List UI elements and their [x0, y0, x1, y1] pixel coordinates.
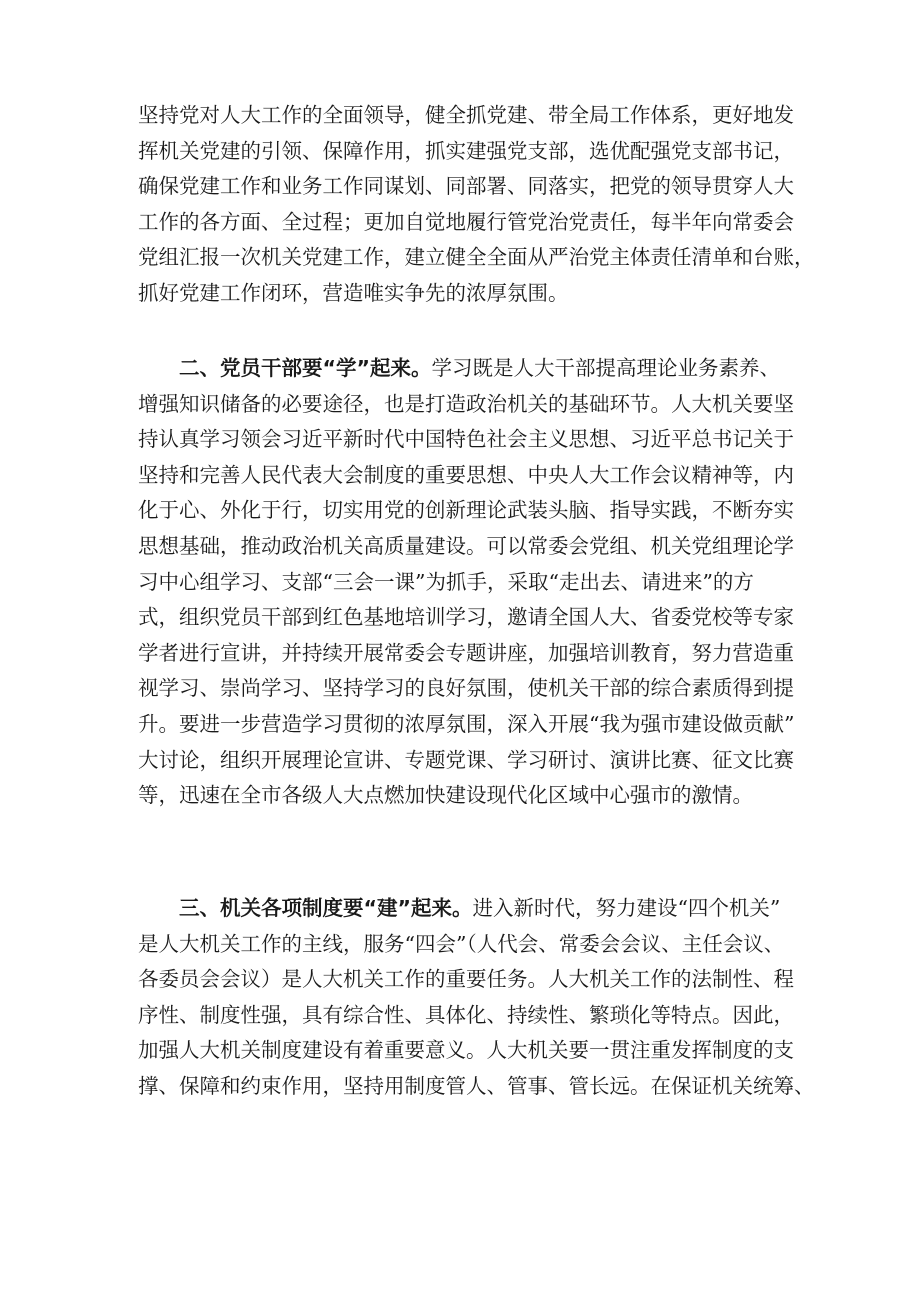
- text-line-first: [138, 891, 800, 927]
- text-line: 各委员会会议）是人大机关工作的重要任务。人大机关工作的法制性、程: [138, 967, 794, 992]
- text-segment: 进入新时代，努力建设“四个机关”: [472, 896, 781, 920]
- text-line: 思想基础，推动政治机关高质量建设。可以常委会党组、机关党组理论学: [138, 533, 794, 558]
- text-line: 加强人大机关制度建设有着重要意义。人大机关要一贯注重发挥制度的支: [138, 1038, 794, 1063]
- text-line: 党组汇报一次机关党建工作，建立健全全面从严治党主体责任清单和台账，: [138, 245, 815, 270]
- text-line: 化于心、外化于行，切实用党的创新理论武装头脑、指导实践，不断夯实: [138, 498, 794, 523]
- text-line: 坚持党对人大工作的全面领导，健全抓党建、带全局工作体系，更好地发: [138, 103, 794, 127]
- text-line: 学者进行宣讲，并持续开展常委会专题讲座，加强培训教育，努力营造重: [138, 640, 794, 665]
- section-heading: 二、党员干部要“学”起来。: [179, 356, 432, 380]
- paragraph-systems: [138, 891, 815, 1105]
- text-line: 式，组织党员干部到红色基地培训学习，邀请全国人大、省委党校等专家: [138, 605, 794, 630]
- text-line: 大讨论，组织开展理论宣讲、专题党课、学习研讨、演讲比赛、征文比赛: [138, 747, 794, 772]
- text-line: 抓好党建工作闭环，营造唯实争先的浓厚氛围。: [138, 280, 569, 305]
- text-line: 升。要进一步营造学习贯彻的浓厚氛围，深入开展“我为强市建设做贡献”: [138, 711, 795, 736]
- paragraph-text: [138, 98, 815, 312]
- text-line: 持认真学习领会习近平新时代中国特色社会主义思想、习近平总书记关于: [138, 427, 794, 452]
- text-line: 是人大机关工作的主线，服务“四会”（人代会、常委会会议、主任会议、: [138, 931, 785, 956]
- text-line: 习中心组学习、支部“三会一课”为抓手，采取“走出去、请进来”的方: [138, 569, 754, 594]
- text-line: 序性、制度性强，具有综合性、具体化、持续性、繁琐化等特点。因此，: [138, 1002, 794, 1027]
- text-line-first: [138, 351, 800, 387]
- text-line: 等，迅速在全市各级人大点燃加快建设现代化区域中心强市的激情。: [138, 783, 753, 808]
- text-line: 坚持和完善人民代表大会制度的重要思想、中央人大工作会议精神等，内: [138, 462, 794, 487]
- paragraph-text: [138, 891, 815, 1105]
- paragraph-party-leadership: [138, 98, 815, 312]
- text-line: 工作的各方面、全过程；更加自觉地履行管党治党责任，每半年向常委会: [138, 209, 794, 234]
- text-segment: 学习既是人大干部提高理论业务素养、: [431, 356, 780, 380]
- paragraph-text: [138, 351, 800, 814]
- text-line: 增强知识储备的必要途径，也是打造政治机关的基础环节。人大机关要坚: [138, 391, 794, 416]
- text-line: 撑、保障和约束作用，坚持用制度管人、管事、管长远。在保证机关统筹、: [138, 1073, 815, 1098]
- text-line: 视学习、崇尚学习、坚持学习的良好氛围，使机关干部的综合素质得到提: [138, 676, 794, 701]
- text-line: 确保党建工作和业务工作同谋划、同部署、同落实，把党的领导贯穿人大: [138, 174, 794, 199]
- section-heading: 三、机关各项制度要“建”起来。: [179, 896, 473, 920]
- paragraph-study: [138, 351, 800, 814]
- text-line: 挥机关党建的引领、保障作用，抓实建强党支部，选优配强党支部书记，: [138, 138, 794, 163]
